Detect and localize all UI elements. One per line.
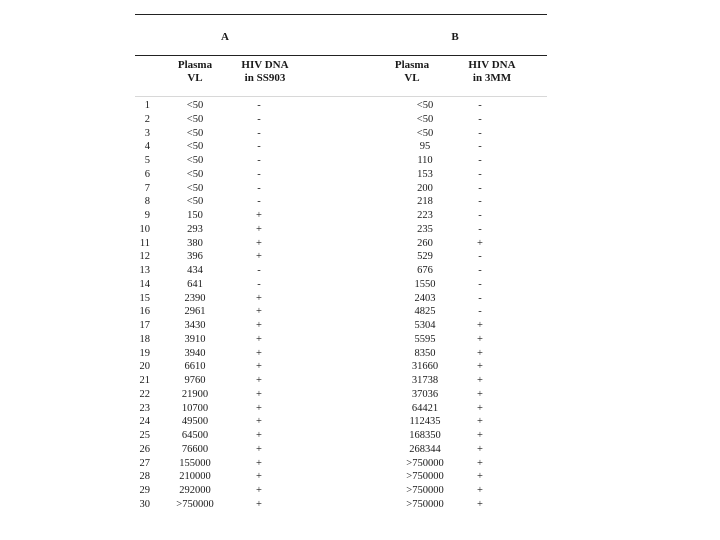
b-plasma-vl-cell: 95 [419, 141, 431, 153]
row-number: 2 [144, 113, 150, 125]
b-hiv-dna-cell: - [478, 141, 482, 153]
row-number: 10 [139, 223, 150, 235]
b-hiv-dna-cell: - [478, 113, 482, 125]
a-plasma-vl-cell: 210000 [179, 471, 211, 483]
a-hiv-dna-cell: + [256, 361, 262, 373]
b-hiv-dna-cell: - [478, 251, 482, 263]
b-plasma-vl-cell: 37036 [411, 388, 439, 400]
b-plasma-vl-cell: >750000 [406, 457, 444, 469]
a-plasma-vl-cell: 380 [187, 237, 203, 249]
a-plasma-vl-cell: 49500 [181, 416, 209, 428]
b-hiv-dna-cell: - [478, 223, 482, 235]
b-plasma-vl-cell: 676 [417, 265, 433, 276]
a-plasma-vl-cell: <50 [186, 100, 204, 111]
a-hiv-dna-cell: - [257, 182, 261, 194]
b-hiv-dna-cell: + [477, 430, 483, 441]
b-hiv-dna-cell: + [477, 402, 483, 414]
a-plasma-vl-cell: <50 [186, 155, 204, 166]
a-hiv-dna-cell: + [256, 292, 262, 304]
a-hiv-dna-cell: + [256, 251, 262, 263]
b-plasma-vl-cell: 268344 [409, 443, 441, 455]
a-plasma-vl-cell: 434 [187, 265, 203, 276]
b-hiv-dna-cell: + [477, 375, 483, 386]
row-number: 25 [139, 430, 150, 441]
row-number: 15 [139, 292, 150, 304]
b-hiv-dna-cell: + [477, 237, 483, 249]
b-plasma-vl-cell: 218 [417, 196, 433, 208]
b-plasma-vl-cell: >750000 [406, 485, 444, 496]
a-hiv-dna-cell: + [256, 333, 262, 345]
a-hiv-dna-cell: - [257, 127, 261, 139]
row-number: 30 [139, 498, 150, 510]
row-number: 17 [139, 320, 150, 331]
b-hiv-dna-cell: + [477, 498, 483, 510]
b-hiv-dna-cell: - [478, 306, 482, 318]
a-plasma-vl-cell: 396 [187, 251, 203, 263]
b-plasma-vl-cell: 168350 [409, 430, 441, 441]
a-plasma-vl-cell: <50 [186, 127, 204, 139]
a-hiv-dna-cell: + [256, 237, 262, 249]
header-b-hiv-dna: HIV DNA in 3MM [468, 59, 516, 84]
b-plasma-vl-cell: 1550 [414, 278, 436, 290]
b-hiv-dna-cell: - [478, 265, 482, 276]
b-plasma-vl-cell: 31660 [411, 361, 439, 373]
row-number: 22 [139, 388, 150, 400]
b-plasma-vl-cell: <50 [416, 100, 434, 111]
b-hiv-dna-cell: + [477, 347, 483, 359]
row-number: 7 [144, 182, 150, 194]
a-plasma-vl-cell: 2961 [184, 306, 206, 318]
a-plasma-vl-cell: 3940 [184, 347, 206, 359]
a-hiv-dna-cell: - [257, 141, 261, 153]
row-number: 1 [144, 100, 150, 111]
b-plasma-vl-cell: 5595 [414, 333, 436, 345]
a-plasma-vl-cell: 293 [187, 223, 203, 235]
row-number: 9 [144, 210, 150, 221]
a-hiv-dna-cell: - [257, 265, 261, 276]
a-hiv-dna-cell: + [256, 457, 262, 469]
a-hiv-dna-cell: + [256, 498, 262, 510]
header-a-plasma-vl: Plasma VL [177, 59, 213, 84]
b-hiv-dna-cell: - [478, 292, 482, 304]
b-plasma-vl-cell: 64421 [411, 402, 439, 414]
b-hiv-dna-cell: - [478, 155, 482, 166]
b-hiv-dna-cell: + [477, 443, 483, 455]
row-number: 3 [144, 127, 150, 139]
b-plasma-vl-cell: 5304 [414, 320, 436, 331]
b-hiv-dna-cell: + [477, 388, 483, 400]
b-hiv-dna-cell: - [478, 182, 482, 194]
row-number: 29 [139, 485, 150, 496]
row-number: 23 [139, 402, 150, 414]
a-plasma-vl-cell: 292000 [179, 485, 211, 496]
row-number: 20 [139, 361, 150, 373]
a-plasma-vl-cell: <50 [186, 141, 204, 153]
b-hiv-dna-cell: + [477, 485, 483, 496]
b-plasma-vl-cell: 260 [417, 237, 433, 249]
a-plasma-vl-cell: 155000 [179, 457, 211, 469]
a-plasma-vl-cell: 64500 [181, 430, 209, 441]
a-hiv-dna-cell: - [257, 278, 261, 290]
a-plasma-vl-cell: <50 [186, 196, 204, 208]
a-hiv-dna-cell: - [257, 168, 261, 180]
a-hiv-dna-cell: + [256, 223, 262, 235]
b-hiv-dna-cell: + [477, 333, 483, 345]
b-plasma-vl-cell: 31738 [411, 375, 439, 386]
a-hiv-dna-cell: + [256, 430, 262, 441]
a-hiv-dna-cell: + [256, 416, 262, 428]
row-number: 26 [139, 443, 150, 455]
row-number: 6 [144, 168, 150, 180]
header-b-plasma-vl: Plasma VL [394, 59, 430, 84]
b-hiv-dna-cell: + [477, 416, 483, 428]
row-number: 5 [144, 155, 150, 166]
a-hiv-dna-cell: + [256, 320, 262, 331]
a-plasma-vl-cell: 150 [187, 210, 203, 221]
b-hiv-dna-cell: - [478, 127, 482, 139]
a-plasma-vl-cell: 3430 [184, 320, 206, 331]
a-plasma-vl-cell: 9760 [184, 375, 206, 386]
row-number: 19 [139, 347, 150, 359]
a-hiv-dna-cell: + [256, 471, 262, 483]
b-hiv-dna-cell: - [478, 278, 482, 290]
a-hiv-dna-cell: - [257, 113, 261, 125]
a-plasma-vl-cell: <50 [186, 113, 204, 125]
row-number: 18 [139, 333, 150, 345]
b-hiv-dna-cell: + [477, 471, 483, 483]
a-hiv-dna-cell: + [256, 210, 262, 221]
b-hiv-dna-cell: + [477, 320, 483, 331]
b-plasma-vl-cell: 2403 [414, 292, 436, 304]
a-hiv-dna-cell: + [256, 402, 262, 414]
group-b-label: B [451, 31, 459, 43]
a-plasma-vl-cell: 641 [187, 278, 203, 290]
b-plasma-vl-cell: <50 [416, 127, 434, 139]
row-number: 11 [139, 237, 150, 249]
row-number: 13 [139, 265, 150, 276]
a-hiv-dna-cell: + [256, 388, 262, 400]
a-plasma-vl-cell: 2390 [184, 292, 206, 304]
b-plasma-vl-cell: 8350 [414, 347, 436, 359]
b-plasma-vl-cell: 4825 [414, 306, 436, 318]
b-plasma-vl-cell: <50 [416, 113, 434, 125]
b-hiv-dna-cell: - [478, 196, 482, 208]
row-number: 27 [139, 457, 150, 469]
b-plasma-vl-cell: 200 [417, 182, 433, 194]
b-plasma-vl-cell: 110 [417, 155, 433, 166]
b-hiv-dna-cell: - [478, 210, 482, 221]
header-a-hiv-dna: HIV DNA in SS903 [241, 59, 289, 84]
group-a-label: A [221, 31, 229, 43]
b-hiv-dna-cell: + [477, 361, 483, 373]
a-plasma-vl-cell: 6610 [184, 361, 206, 373]
a-plasma-vl-cell: <50 [186, 168, 204, 180]
a-hiv-dna-cell: + [256, 443, 262, 455]
a-hiv-dna-cell: + [256, 485, 262, 496]
a-plasma-vl-cell: 10700 [181, 402, 209, 414]
a-hiv-dna-cell: + [256, 347, 262, 359]
a-hiv-dna-cell: - [257, 155, 261, 166]
row-number: 24 [139, 416, 150, 428]
row-number: 4 [144, 141, 150, 153]
a-hiv-dna-cell: + [256, 306, 262, 318]
a-plasma-vl-cell: <50 [186, 182, 204, 194]
a-hiv-dna-cell: + [256, 375, 262, 386]
a-hiv-dna-cell: - [257, 100, 261, 111]
b-plasma-vl-cell: 112435 [409, 416, 441, 428]
b-hiv-dna-cell: + [477, 457, 483, 469]
header-rule [135, 96, 547, 97]
b-plasma-vl-cell: 235 [417, 223, 433, 235]
a-plasma-vl-cell: 21900 [181, 388, 209, 400]
row-number: 8 [144, 196, 150, 208]
a-hiv-dna-cell: - [257, 196, 261, 208]
row-number: 14 [139, 278, 150, 290]
a-plasma-vl-cell: 3910 [184, 333, 206, 345]
b-plasma-vl-cell: 153 [417, 168, 433, 180]
row-number: 16 [139, 306, 150, 318]
b-plasma-vl-cell: >750000 [406, 471, 444, 483]
b-plasma-vl-cell: 223 [417, 210, 433, 221]
row-number: 21 [139, 375, 150, 386]
b-hiv-dna-cell: - [478, 168, 482, 180]
a-plasma-vl-cell: 76600 [181, 443, 209, 455]
top-rule [135, 14, 547, 15]
row-number: 12 [139, 251, 150, 263]
b-plasma-vl-cell: 529 [417, 251, 433, 263]
b-hiv-dna-cell: - [478, 100, 482, 111]
group-rule [135, 55, 547, 56]
b-plasma-vl-cell: >750000 [406, 498, 444, 510]
row-number: 28 [139, 471, 150, 483]
a-plasma-vl-cell: >750000 [176, 498, 214, 510]
